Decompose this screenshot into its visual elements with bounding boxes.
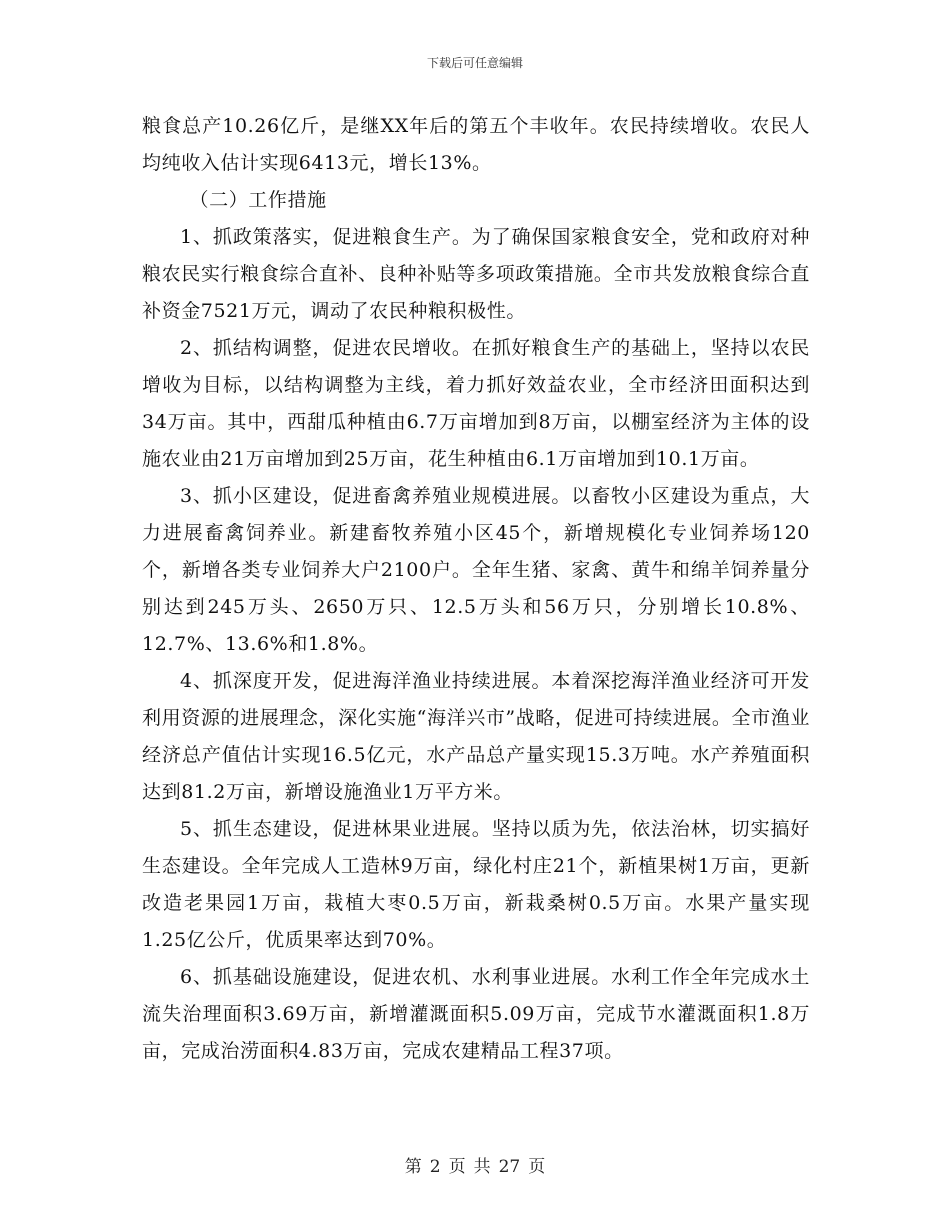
paragraph: 粮食总产10.26亿斤，是继XX年后的第五个丰收年。农民持续增收。农民人均纯收入估计实现6413元，增长13%。 [142,115,810,174]
footer-ye2: 页 [528,1157,546,1177]
footer-di: 第 [404,1157,422,1177]
paragraph: 3、抓小区建设，促进畜禽养殖业规模进展。以畜牧小区建设为重点，大力进展畜禽饲养业。新建畜牧养殖小区45个，新增规模化专业饲养场120个，新增各类专业饲养大户2100户。全年生猪、家禽、黄牛和绵羊饲养量分别达到245万头、2650万只、12.5万头和56万只，分别增长10.8%、12.7%、13.6%和1.8%。 [142,485,810,655]
paragraph: 1、抓政策落实，促进粮食生产。为了确保国家粮食安全，党和政府对种粮农民实行粮食综合直补、良种补贴等多项政策措施。全市共发放粮食综合直补资金7521万元，调动了农民种粮积极性。 [142,226,810,322]
paragraph: 4、抓深度开发，促进海洋渔业持续进展。本着深挖海洋渔业经济可开发利用资源的进展理念，深化实施“海洋兴市”战略，促进可持续进展。全市渔业经济总产值估计实现16.5亿元，水产品总产量实现15.3万吨。水产养殖面积达到81.2万亩，新增设施渔业1万平方米。 [142,670,810,803]
total-pages: 27 [498,1157,521,1177]
paragraph: 5、抓生态建设，促进林果业进展。坚持以质为先，依法治林，切实搞好生态建设。全年完成人工造林9万亩，绿化村庄21个，新植果树1万亩，更新改造老果园1万亩，栽植大枣0.5万亩，新栽桑树0.5万亩。水果产量实现1.25亿公斤，优质果率达到70%。 [142,818,810,951]
paragraph: 6、抓基础设施建设，促进农机、水利事业进展。水利工作全年完成水土流失治理面积3.69万亩，新增灌溉面积5.09万亩，完成节水灌溉面积1.8万亩，完成治涝面积4.83万亩，完成农建精品工程37项。 [142,966,810,1062]
paragraph: 2、抓结构调整，促进农民增收。在抓好粮食生产的基础上，坚持以农民增收为目标，以结构调整为主线，着力抓好效益农业，全市经济田面积达到34万亩。其中，西甜瓜种植由6.7万亩增加到8万亩，以棚室经济为主体的设施农业由21万亩增加到25万亩，花生种植由6.1万亩增加到10.1万亩。 [142,337,810,470]
page-number: 2 [429,1157,441,1177]
footer-ye: 页 [448,1157,466,1177]
section-heading: （二）工作措施 [189,189,327,211]
page-footer [0,1152,950,1177]
footer-gong: 共 [473,1157,491,1177]
header-note: 下载后可任意编辑 [426,56,523,70]
document-body [142,108,810,1070]
